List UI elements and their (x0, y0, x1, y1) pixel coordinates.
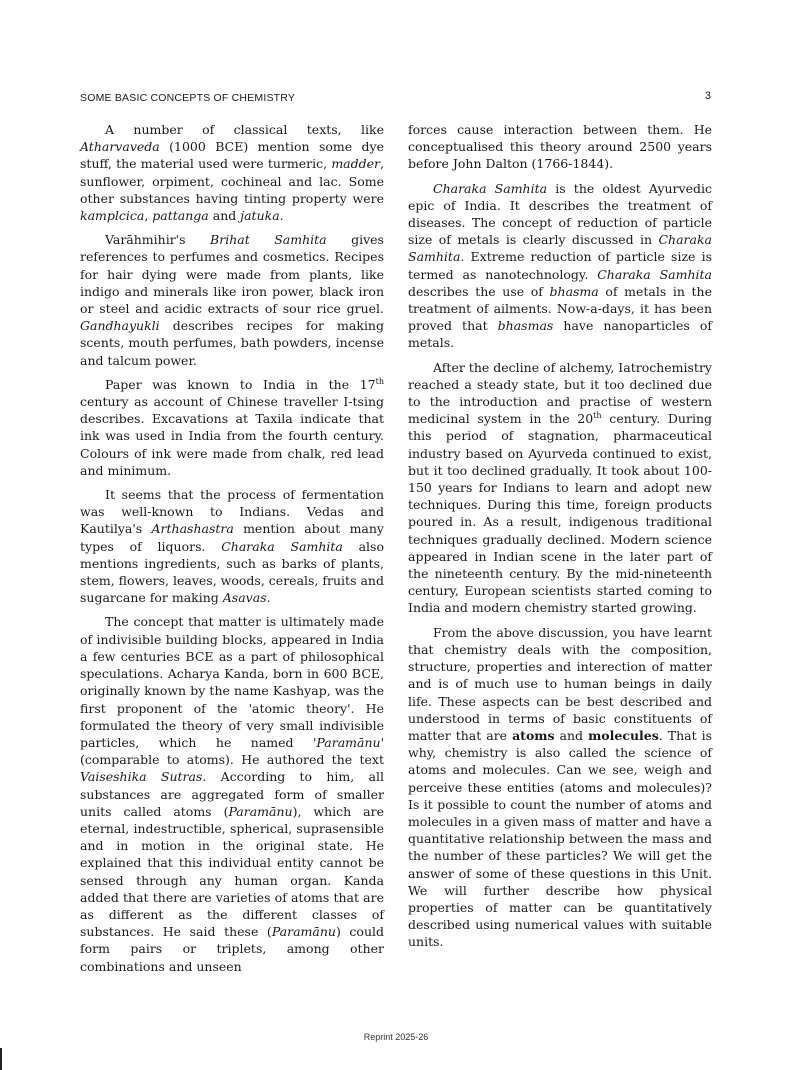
paragraph-iatrochemistry: After the decline of alchemy, Iatrochemistry reached a steady state, but it too declined due to the introduction and practise of western medicinal system in the 20th century. During this period of stagnation, pharmaceutical industry based on Ayurveda continued to exist, but it too declined gradually. It took about 100-150 years for Indians to learn and adopt new techniques. During this time, foreign products poured in. As a result, indigenous traditional techniques gradually declined. Modern science appeared in Indian scene in the later part of the nineteenth century. By the mid-nineteenth century, European scientists started coming to India and modern chemistry started growing. (408, 359, 713, 616)
paragraph-fermentation: It seems that the process of fermentation was well-known to Indians. Vedas and Kautilya's Arthashastra mention about many types of liquors. Charaka Samhita also mentions ingredients, such as barks of plants, stem, flowers, leaves, woods, cereals, fruits and sugarcane for making Asavas. (80, 487, 384, 606)
paragraph-brihat-samhita: Varāhmihir's Brihat Samhita gives references to perfumes and cosmetics. Recipes for hair dying were made from plants, like indigo and minerals like iron power, black iron or steel and acidic extracts of sour rice gruel. Gandhayukli describes recipes for making scents, mouth perfumes, bath powders, incense and talcum power. (80, 232, 384, 368)
left-column (80, 121, 384, 982)
paragraph-continued: forces cause interaction between them. He conceptualised this theory around 2500 years before John Dalton (1766-1844). (408, 122, 712, 172)
paragraph-classical-texts: A number of classical texts, like Atharvaveda (1000 BCE) mention some dye stuff, the material used were turmeric, madder, sunflower, orpiment, cochineal and lac. Some other substances having tinting property were kamplcica, pattanga and jatuka. (80, 122, 384, 224)
paragraph-discussion: From the above discussion, you have learnt that chemistry deals with the composition, structure, properties and interection of matter and is of much use to human beings in daily life. These aspects can be best described and understood in terms of basic constituents of matter that are atoms and molecules. That is why, chemistry is also called the science of atoms and molecules. Can we see, weigh and perceive these entities (atoms and molecules)? Is it possible to count the number of atoms and molecules in a given mass of matter and have a quantitative relationship between the mass and the number of these particles? We will get the answer of some of these questions in this Unit. We will further describe how physical properties of matter can be quantitatively described using numerical values with suitable units. (408, 624, 712, 950)
paragraph-charaka-samhita: Charaka Samhita is the oldest Ayurvedic epic of India. It describes the treatment of diseases. The concept of reduction of particle size of metals is clearly discussed in Charaka Samhita. Extreme reduction of particle size is termed as nanotechnology. Charaka Samhita describes the use of bhasma of metals in the treatment of ailments. Now-a-days, it has been proved that bhasmas have nanoparticles of metals. (408, 180, 713, 351)
page-number: 3 (704, 90, 711, 102)
paragraph-atomic-theory: The concept that matter is ultimately made of indivisible building blocks, appeared in India a few centuries BCE as a part of philosophical speculations. Acharya Kanda, born in 600 BCE, originally known by the name Kashyap, was the first proponent of the 'atomic theory'. He formulated the theory of very small indivisible particles, which he named 'Paramānu' (comparable to atoms). He authored the text Vaiseshika Sutras. According to him, all substances are aggregated form of smaller units called atoms (Paramānu), which are eternal, indestructible, spherical, suprasensible and in motion in the original state. He explained that this individual entity cannot be sensed through any human organ. Kanda added that there are varieties of atoms that are as different as the different classes of substances. He said these (Paramānu) could form pairs or triplets, among other combinations and unseen (80, 614, 385, 974)
reprint-footer: Reprint 2025-26 (363, 1032, 429, 1042)
margin-mark (0, 1048, 2, 1070)
running-head: SOME BASIC CONCEPTS OF CHEMISTRY (80, 92, 296, 104)
right-column (408, 121, 712, 958)
paragraph-paper: Paper was known to India in the 17th century as account of Chinese traveller I-tsing describes. Excavations at Taxila indicate that ink was used in India from the fourth century. Colours of ink were made from chalk, red lead and minimum. (80, 376, 384, 478)
